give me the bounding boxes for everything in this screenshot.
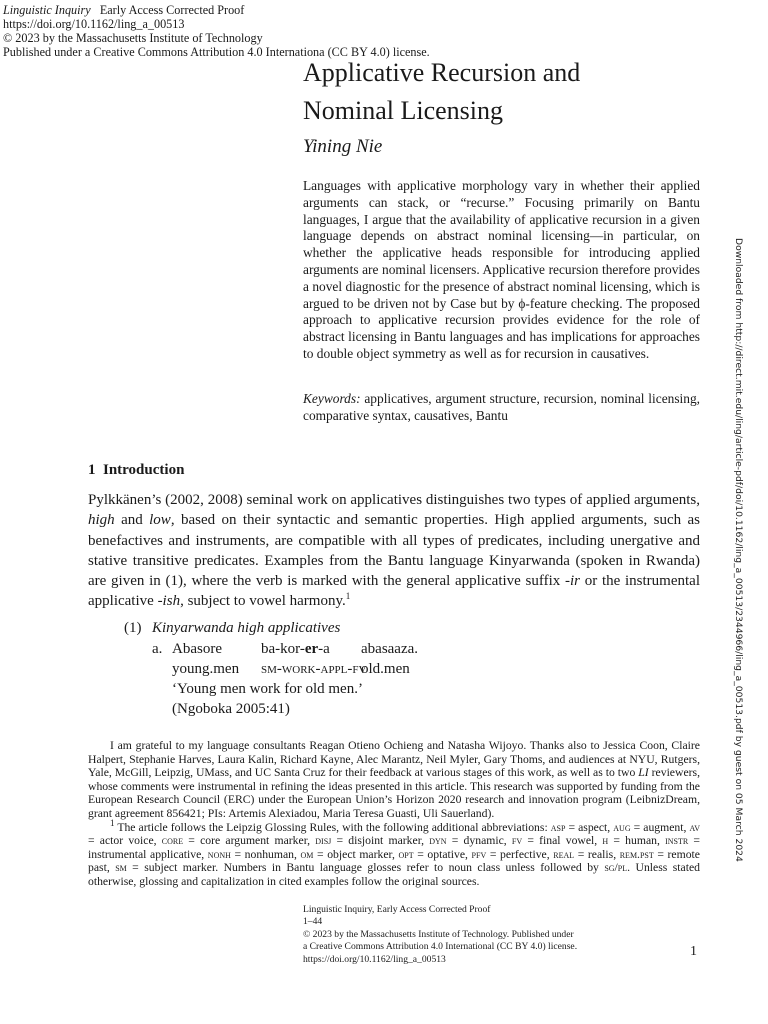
footnote-1 (88, 817, 701, 889)
example-word-1: Abasore (172, 641, 222, 657)
header-license: Published under a Creative Commons Attribution 4.0 Internationa (CC BY 4.0) license. (3, 45, 430, 59)
abbreviation: sm (115, 861, 127, 875)
suffix-ir: -ir (565, 573, 580, 590)
abbreviation: om (300, 847, 314, 861)
abbreviation-definition: = human, (608, 834, 666, 848)
body-text: , based on their syntactic and semantic properties. High applied arguments, such as benefactives and instruments, are compatible with all types of predicates, including unergative and stative transitive predicates. Examples from the Bantu language Kinyarwanda (spoken in Rwanda) are given in (1), where the verb is marked with the general applicative suffix (88, 512, 700, 590)
abbreviation-definition: = remote past, (88, 847, 700, 875)
abbreviation: rem.pst (619, 847, 654, 861)
term-high: high (88, 512, 115, 529)
applicative-suffix: er (304, 641, 319, 657)
acknowledgment-note (88, 739, 700, 821)
intro-paragraph (88, 490, 700, 612)
abbreviation: disj (315, 834, 332, 848)
keywords (303, 391, 700, 425)
suffix-ish: -ish (157, 593, 181, 610)
abbreviation-definition: = dynamic, (446, 834, 512, 848)
article-title (303, 54, 723, 130)
abbreviation-definition: = core argument marker, (183, 834, 316, 848)
example-word-2 (261, 639, 330, 660)
abbreviation: real (553, 847, 575, 861)
gloss-2: sm-work-appl-fv (261, 661, 367, 677)
abbreviation: nonh (207, 847, 231, 861)
body-text: , subject to vowel harmony. (180, 593, 346, 610)
title-line-2: Nominal Licensing (303, 96, 504, 125)
abbreviation: fv (511, 834, 523, 848)
example-item-label: a. (152, 641, 163, 657)
footnote-1-marker: 1 (110, 817, 115, 828)
footer-doi-link[interactable]: https://doi.org/10.1162/ling_a_00513 (303, 953, 446, 965)
abbreviation: dyn (429, 834, 447, 848)
term-low: low (149, 512, 171, 529)
abbreviation-definition: = perfective, (486, 847, 554, 861)
abbreviation: core (161, 834, 184, 848)
footnotes (88, 739, 700, 889)
abbreviation-definition: = augment, (630, 820, 690, 834)
author-name: Yining Nie (303, 136, 383, 157)
header-doi-link[interactable]: https://doi.org/10.1162/ling_a_00513 (3, 17, 185, 31)
example-word-3: abasaaza. (361, 641, 419, 657)
page-number: 1 (690, 944, 697, 959)
keywords-list: applicatives, argument structure, recursion, nominal licensing, comparative syntax, causatives, Bantu (303, 391, 700, 423)
abbreviation-definition: = object marker, (313, 847, 399, 861)
footer-license: a Creative Commons Attribution 4.0 International (CC BY 4.0) license. (303, 941, 578, 953)
body-text: or the instrumental applicative (88, 573, 700, 610)
abbreviation-definition: = realis, (574, 847, 620, 861)
page-footer (303, 904, 577, 966)
abbreviation: instr (665, 834, 689, 848)
section-heading (88, 462, 184, 479)
abbreviation-definition: = actor voice, (88, 834, 162, 848)
proof-status: Early Access Corrected Proof (99, 3, 245, 17)
verb-stem: ba-kor- (261, 641, 305, 657)
keywords-label: Keywords: (303, 391, 361, 406)
example-source: (Ngoboka 2005:41) (172, 701, 290, 717)
footer-pages: 1–44 (303, 916, 323, 928)
abbreviation-definition: = nonhuman, (230, 847, 301, 861)
footnote-1-tail: Numbers in Bantu language glosses refer to noun class unless followed by (223, 861, 599, 875)
download-sidebar: Downloaded from http://direct.mit.edu/ling/article-pdf/doi/10.1162/ling_a_00513/2344966/ling_a_00513.pdf by guest on 05 March 2024 (733, 238, 744, 862)
gloss-3: old.men (361, 661, 410, 677)
footer-copyright: © 2023 by the Massachusetts Institute of Technology. Published under (303, 928, 574, 940)
abbreviation: opt (398, 847, 414, 861)
final-vowel: -a (318, 641, 330, 657)
abbreviation-definition: = instrumental applicative, (88, 834, 701, 861)
footnote-1-tail: . Unless stated otherwise, glossing and capitalization in cited examples follow the original sources. (88, 861, 701, 888)
journal-name: Linguistic Inquiry (3, 3, 91, 17)
ack-text: I am grateful to my language consultants Reagan Otieno Ochieng and Natasha Wijoyo. Thanks also to Jessica Coon, Claire Halpert, Stephanie Harves, Laura Kalin, Richard Kayne, Alec Marantz, Neil Myler, Gary Thoms, and audiences at NYU, Rutgers, Yale, McGill, Leipzig, UMass, and UC Santa Cruz for their feedback at various stages of this work, as well as to two (88, 739, 700, 780)
header-block (3, 3, 430, 59)
abbreviation-definition: = aspect, (565, 820, 614, 834)
abbreviation-definition: = disjoint marker, (331, 834, 430, 848)
header-copyright: © 2023 by the Massachusetts Institute of Technology (3, 31, 263, 45)
section-number: 1 (88, 462, 96, 478)
section-title: Introduction (103, 462, 185, 478)
example-heading: Kinyarwanda high applicatives (152, 620, 341, 636)
abbreviation: asp (550, 820, 566, 834)
abbreviation: h (602, 834, 609, 848)
footer-journal: Linguistic Inquiry, Early Access Corrected Proof (303, 904, 491, 915)
example-number: (1) (124, 620, 142, 636)
abstract: Languages with applicative morphology vary in whether their applied arguments can stack, or “recurse.” Focusing primarily on Bantu languages, I argue that the availability of applicative recursion in a given language depends on abstract nominal licensing—in particular, on whether the applicative heads responsible for introducing applied arguments are nominal licensers. Applicative recursion therefore provides a novel diagnostic for the presence of abstract nominal licensing, which is argued to be driven not by Case but by ϕ-feature checking. The proposed approach to applicative recursion provides evidence for the role of abstract licensing in Bantu languages and has implications for approaches to double object symmetry as well as for recursion in causatives. (303, 178, 700, 361)
gloss-1: young.men (172, 661, 240, 677)
body-text: and (121, 512, 143, 529)
header-journal-line (3, 3, 430, 17)
journal-abbrev: LI (638, 766, 649, 780)
abbreviation: av (689, 820, 701, 834)
abbreviation-definition: = optative, (413, 847, 472, 861)
ack-text: reviewers, whose comments were instrumental in refining the ideas presented in this article. This research was supported by funding from the European Research Council (ERC) under the European Union’s Horizon 2020 research and innovation program (LeibnizDream, grant agreement 856421; PIs: Artemis Alexiadou, Maria Teresa Guasti, Uli Sauerland). (88, 766, 700, 820)
footnote-marker[interactable]: 1 (345, 591, 351, 602)
body-text: Pylkkänen’s (2002, 2008) seminal work on applicatives distinguishes two types of applied arguments, (88, 492, 700, 508)
title-line-1: Applicative Recursion and (303, 58, 581, 87)
footnote-1-intro: The article follows the Leipzig Glossing Rules, with the following additional abbreviations: (117, 820, 548, 834)
abbreviation: aug (613, 820, 631, 834)
abbreviation-definition: = final vowel, (522, 834, 603, 848)
sg-pl-abbrev: sg/pl (604, 861, 628, 875)
abbreviation: pfv (471, 847, 487, 861)
abbreviation-definition: = subject marker. (126, 861, 224, 875)
example-translation: ‘Young men work for old men.’ (172, 681, 363, 697)
